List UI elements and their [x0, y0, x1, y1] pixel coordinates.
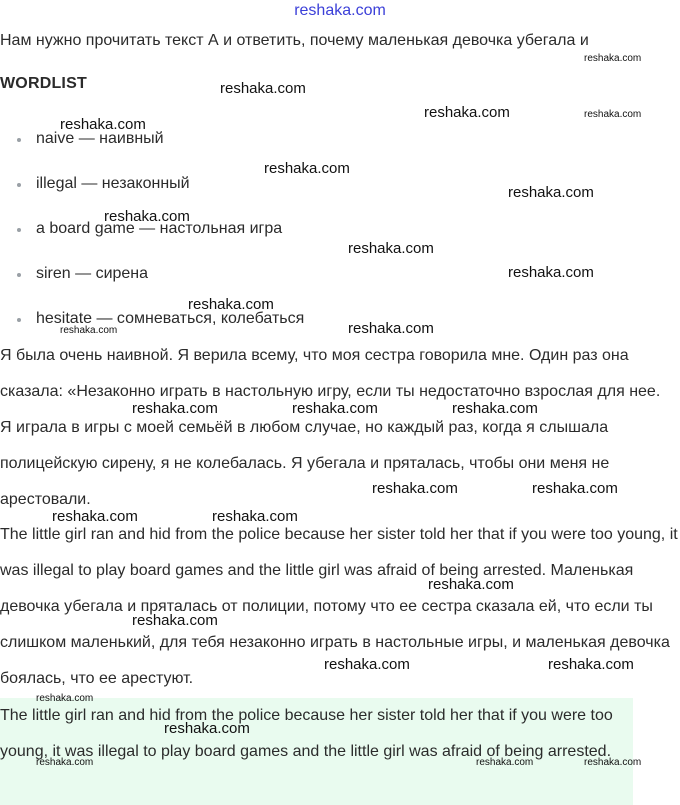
watermark: reshaka.com: [264, 160, 350, 177]
wordlist-item-text: illegal — незаконный: [36, 175, 190, 192]
watermark: reshaka.com: [36, 693, 94, 704]
bullet-icon: [17, 273, 21, 277]
watermark: reshaka.com: [60, 116, 146, 133]
watermark: reshaka.com: [324, 656, 410, 673]
watermark: reshaka.com: [36, 757, 94, 768]
wordlist-item-text: a board game — настольная игра: [36, 220, 283, 237]
wordlist-item-text: hesitate — сомневаться, колебаться: [36, 310, 305, 327]
bullet-icon: [17, 228, 21, 232]
wordlist-item-text: siren — сирена: [36, 265, 149, 282]
bullet-icon: [17, 138, 21, 142]
watermark: reshaka.com: [132, 612, 218, 629]
watermark: reshaka.com: [508, 184, 594, 201]
wordlist-item-text: naive — наивный: [36, 130, 164, 147]
russian-text-paragraph: Я была очень наивной. Я верила всему, что моя сестра говорила мне. Один раз она сказала: «Незаконно играть в настольную игру, если ты недостаточно взрослая для нее. Я играла в игры с моей семьёй в любом случае, но каждый раз, когда я слышала полицейскую сирену, я не колебалась. Я убегала и пряталась, чтобы они меня не арестовали.: [0, 347, 661, 508]
watermark: reshaka.com: [452, 400, 538, 417]
bullet-icon: [17, 318, 21, 322]
watermark: reshaka.com: [348, 240, 434, 257]
task-intro: Нам нужно прочитать текст А и ответить, почему маленькая девочка убегала и: [0, 32, 589, 49]
watermark: reshaka.com: [104, 208, 190, 225]
wordlist-item: [0, 126, 304, 171]
watermark: reshaka.com: [584, 53, 642, 64]
watermark: reshaka.com: [372, 480, 458, 497]
answer-highlight-text: The little girl ran and hid from the police because her sister told her that if you were too young, it was illegal to play board games and the little girl was afraid of being arrested.: [0, 707, 613, 760]
watermark: reshaka.com: [188, 296, 274, 313]
wordlist-title: WORDLIST: [0, 75, 87, 92]
answer-with-translation-paragraph: The little girl ran and hid from the police because her sister told her that if you were too young, it was illegal to play board games and the little girl was afraid of being arrested. Маленькая девочка убегала и пряталась от полиции, потому что ее сестра сказала ей, что если ты слишком маленький, для тебя незаконно играть в настольные игры, и маленькая девочка боялась, что ее арестуют.: [0, 526, 678, 687]
watermark: reshaka.com: [428, 576, 514, 593]
watermark: reshaka.com: [52, 508, 138, 525]
answer-highlight-box: [0, 698, 633, 805]
watermark: reshaka.com: [212, 508, 298, 525]
watermark: reshaka.com: [292, 400, 378, 417]
watermark: reshaka.com: [220, 80, 306, 97]
watermark: reshaka.com: [584, 109, 642, 120]
watermark: reshaka.com: [476, 757, 534, 768]
watermark: reshaka.com: [164, 720, 250, 737]
wordlist: [0, 126, 304, 351]
site-header-link[interactable]: reshaka.com: [294, 2, 386, 19]
bullet-icon: [17, 183, 21, 187]
watermark: reshaka.com: [132, 400, 218, 417]
watermark: reshaka.com: [348, 320, 434, 337]
watermark: reshaka.com: [532, 480, 618, 497]
watermark: reshaka.com: [424, 104, 510, 121]
watermark: reshaka.com: [508, 264, 594, 281]
watermark: reshaka.com: [60, 325, 118, 336]
watermark: reshaka.com: [548, 656, 634, 673]
watermark: reshaka.com: [584, 757, 642, 768]
